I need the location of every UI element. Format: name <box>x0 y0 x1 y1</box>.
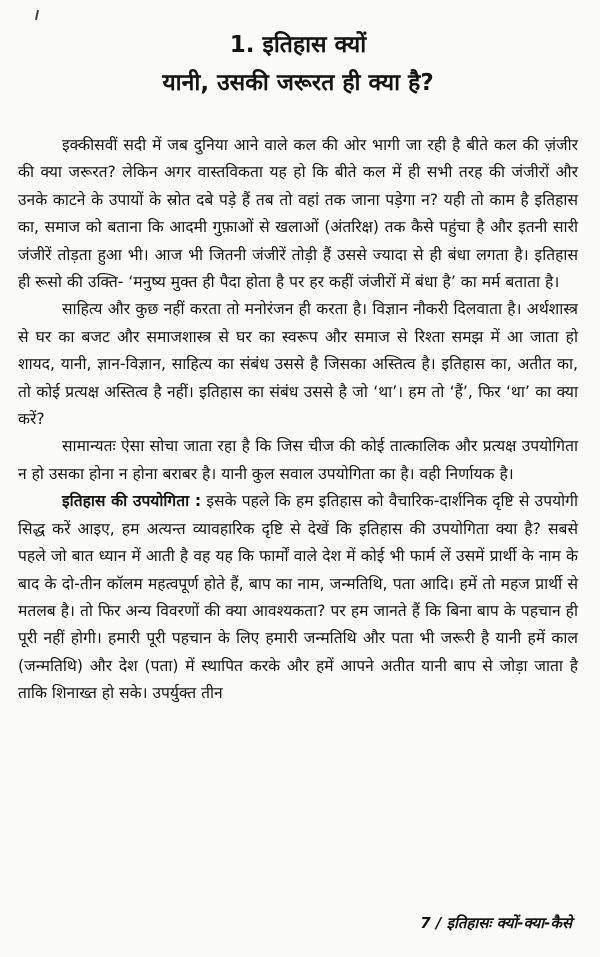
paragraph-2 <box>18 296 578 433</box>
chapter-title-line-1: 1. इतिहास क्यों <box>229 32 367 58</box>
paragraph-1 <box>18 132 578 296</box>
paragraph-text: सामान्यतः ऐसा सोचा जाता रहा है कि जिस चीज की कोई तात्कालिक और प्रत्यक्ष उपयोगिता न हो उसका होना न होना बराबर है। यानी कुल सवाल उपयोगिता का है। वही निर्णायक है। <box>18 437 578 483</box>
paragraph-4 <box>18 488 578 707</box>
page-footer: 7 / इतिहासः क्यों-क्या-कैसे <box>420 914 572 932</box>
chapter-title <box>18 26 578 102</box>
paragraph-3 <box>18 433 578 488</box>
section-heading-inline: इतिहास की उपयोगिता : <box>62 492 202 511</box>
paragraph-text: इसके पहले कि हम इतिहास को वैचारिक-दार्शनिक दृष्टि से उपयोगी सिद्ध करें आइए, हम अत्यन्त व्यावहारिक दृष्टि से देखें कि इतिहास की उपयोगिता क्या है? सबसे पहले जो बात ध्यान में आती है वह यह कि फार्मों वाले देश में कोई भी फार्म लें उसमें प्रार्थी के नाम के बाद के दो-तीन कॉलम महत्वपूर्ण होते हैं, बाप का नाम, जन्मतिथि, पता आदि। हमें तो महज प्रार्थी से मतलब है। तो फिर अन्य विवरणों की क्या आवश्यकता? पर हम जानते हैं कि बिना बाप के पहचान ही पूरी नहीं होगी। हमारी पूरी पहचान के लिए हमारी जन्मतिथि और पता भी जरूरी है यानी हमें काल (जन्मतिथि) और देश (पता) में स्थापित करके और हमें आपने अतीत यानी बाप से जोड़ा जाता है ताकि शिनाख्त हो सके। उपर्युक्त तीन <box>18 492 578 703</box>
paragraph-text: साहित्य और कुछ नहीं करता तो मनोरंजन ही करता है। विज्ञान नौकरी दिलवाता है। अर्थशास्त्र से घर का बजट और समाजशास्त्र से घर का स्वरूप और समाज से रिश्ता समझ में आ जाता हो शायद, यानी, ज्ञान-विज्ञान, साहित्य का संबंध उससे है जिसका अस्तित्व है। इतिहास का, अतीत का, तो कोई प्रत्यक्ष अस्तित्व है नहीं। इतिहास का संबंध उससे है जो ‘था’। हम तो ‘हैं’, फिर ‘था’ का क्या करें? <box>18 300 578 429</box>
margin-mark <box>35 10 39 20</box>
chapter-title-line-2: यानी, उसकी जरूरत ही क्या है? <box>162 70 434 96</box>
paragraph-text: इक्कीसवीं सदी में जब दुनिया आने वाले कल की ओर भागी जा रही है बीते कल की ज़ंजीर की क्या जरूरत? लेकिन अगर वास्तविकता यह हो कि बीते कल में ही सभी तरह की जंजीरों और उनके काटने के उपायों के स्रोत दबे पड़े हैं तब तो वहां तक जाना पड़ेगा न? यही तो काम है इतिहास का, समाज को बताना कि आदमी गुफ़ाओं से खलाओं (अंतरिक्ष) तक कैसे पहुंचा है और इतनी सारी जंजीरें तोड़ता हुआ भी। आज भी जितनी जंजीरें तोड़ी हैं उससे ज्यादा से ही बंधा लगता है। इतिहास ही रूसो की उक्ति- ‘मनुष्य मुक्त ही पैदा होता है पर हर कहीं जंजीरों में बंधा है’ का मर्म बताता है। <box>18 136 578 292</box>
